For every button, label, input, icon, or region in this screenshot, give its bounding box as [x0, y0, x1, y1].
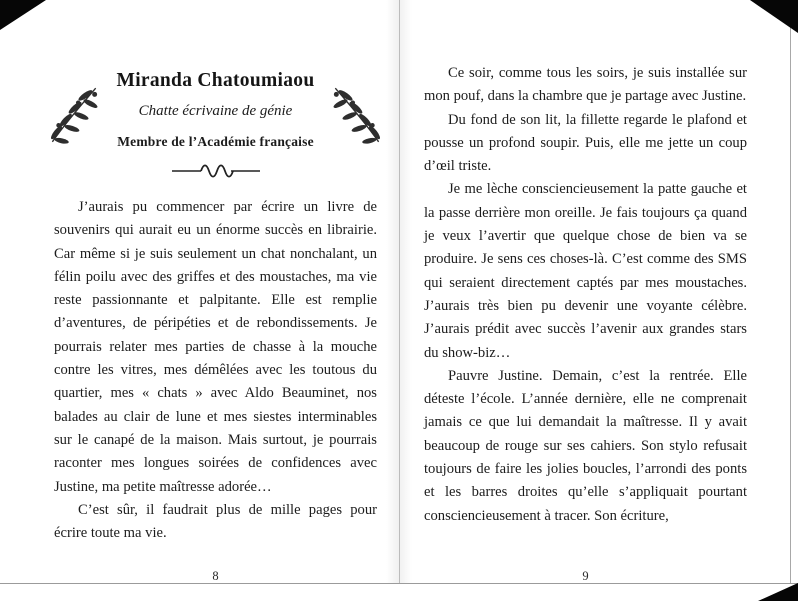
background-corner-bottom-right [758, 583, 798, 601]
laurel-branch-right-icon [329, 82, 387, 148]
paragraph: Ce soir, comme tous les soirs, je suis installée sur mon pouf, dans la chambre que je partage avec Justine. [424, 65, 747, 105]
page-right [424, 0, 747, 601]
page-right-edge [790, 0, 791, 583]
paragraph: Je me lèche consciencieusement la patte gauche et la passe derrière mon oreille. Je fais toujours ça quand je veux l’avertir que quelque chose de bien va se produire. Je sens ces choses-là. C’est comme des SMS qui seraient directement captés par mes moustaches. J’aurais très bien pu devenir une voyante célèbre. J’aurais prédit avec succès l’avenir aux grandes stars du show-biz… [424, 181, 747, 361]
right-page-text [424, 0, 747, 528]
author-subtitle: Chatte écrivaine de génie [138, 103, 293, 119]
page-number-right: 9 [582, 569, 589, 583]
paragraph: Du fond de son lit, la fillette regarde le plafond et pousse un profond soupir. Puis, elle me jette un coup d’œil triste. [424, 111, 747, 175]
page-left [54, 0, 377, 601]
chapter-header [54, 0, 377, 179]
laurel-branch-left-icon [44, 82, 102, 148]
left-page-text [54, 196, 377, 545]
squiggle-divider-icon [54, 163, 377, 179]
paragraph: C’est sûr, il faudrait plus de mille pages pour écrire toute ma vie. [54, 501, 377, 542]
page-number-left: 8 [212, 569, 219, 583]
author-name-title: Miranda Chatoumiaou [116, 70, 315, 91]
paragraph: J’aurais pu commencer par écrire un livre de souvenirs qui aurait eu un énorme succès en librairie. Car même si je suis seulement un chat nonchalant, un félin poilu avec des griffes et des moustaches, ma vie reste passionnante et palpitante. Elle est remplie d’aventures, de péripéties et de rebondissements. Je pourrais relater mes parties de chasse à la mouche contre les vitres, mes démêlées avec les toutous du quartier, mes « chats » avec Aldo Beauminet, nos balades au clair de lune et mes siestes interminables sur le canapé de la maison. Mais surtout, je pourrais raconter mes longues soirées de confidences avec Justine, ma petite maîtresse adorée… [54, 199, 377, 495]
background-corner-top-left [0, 0, 46, 30]
book-gutter-line [399, 0, 400, 584]
author-affiliation: Membre de l’Académie française [117, 134, 314, 149]
paragraph: Pauvre Justine. Demain, c’est la rentrée. Elle déteste l’école. L’année dernière, elle ne comprenait jamais ce que lui demandait la maîtresse. Il y avait beaucoup de rouge sur ses cahiers. Son stylo refusait toujours de faire les jolies boucles, l’arrondi des ponts et les barres droites qu’elle s’appliquait pourtant consciencieusement à tracer. Son écriture, [424, 367, 747, 524]
